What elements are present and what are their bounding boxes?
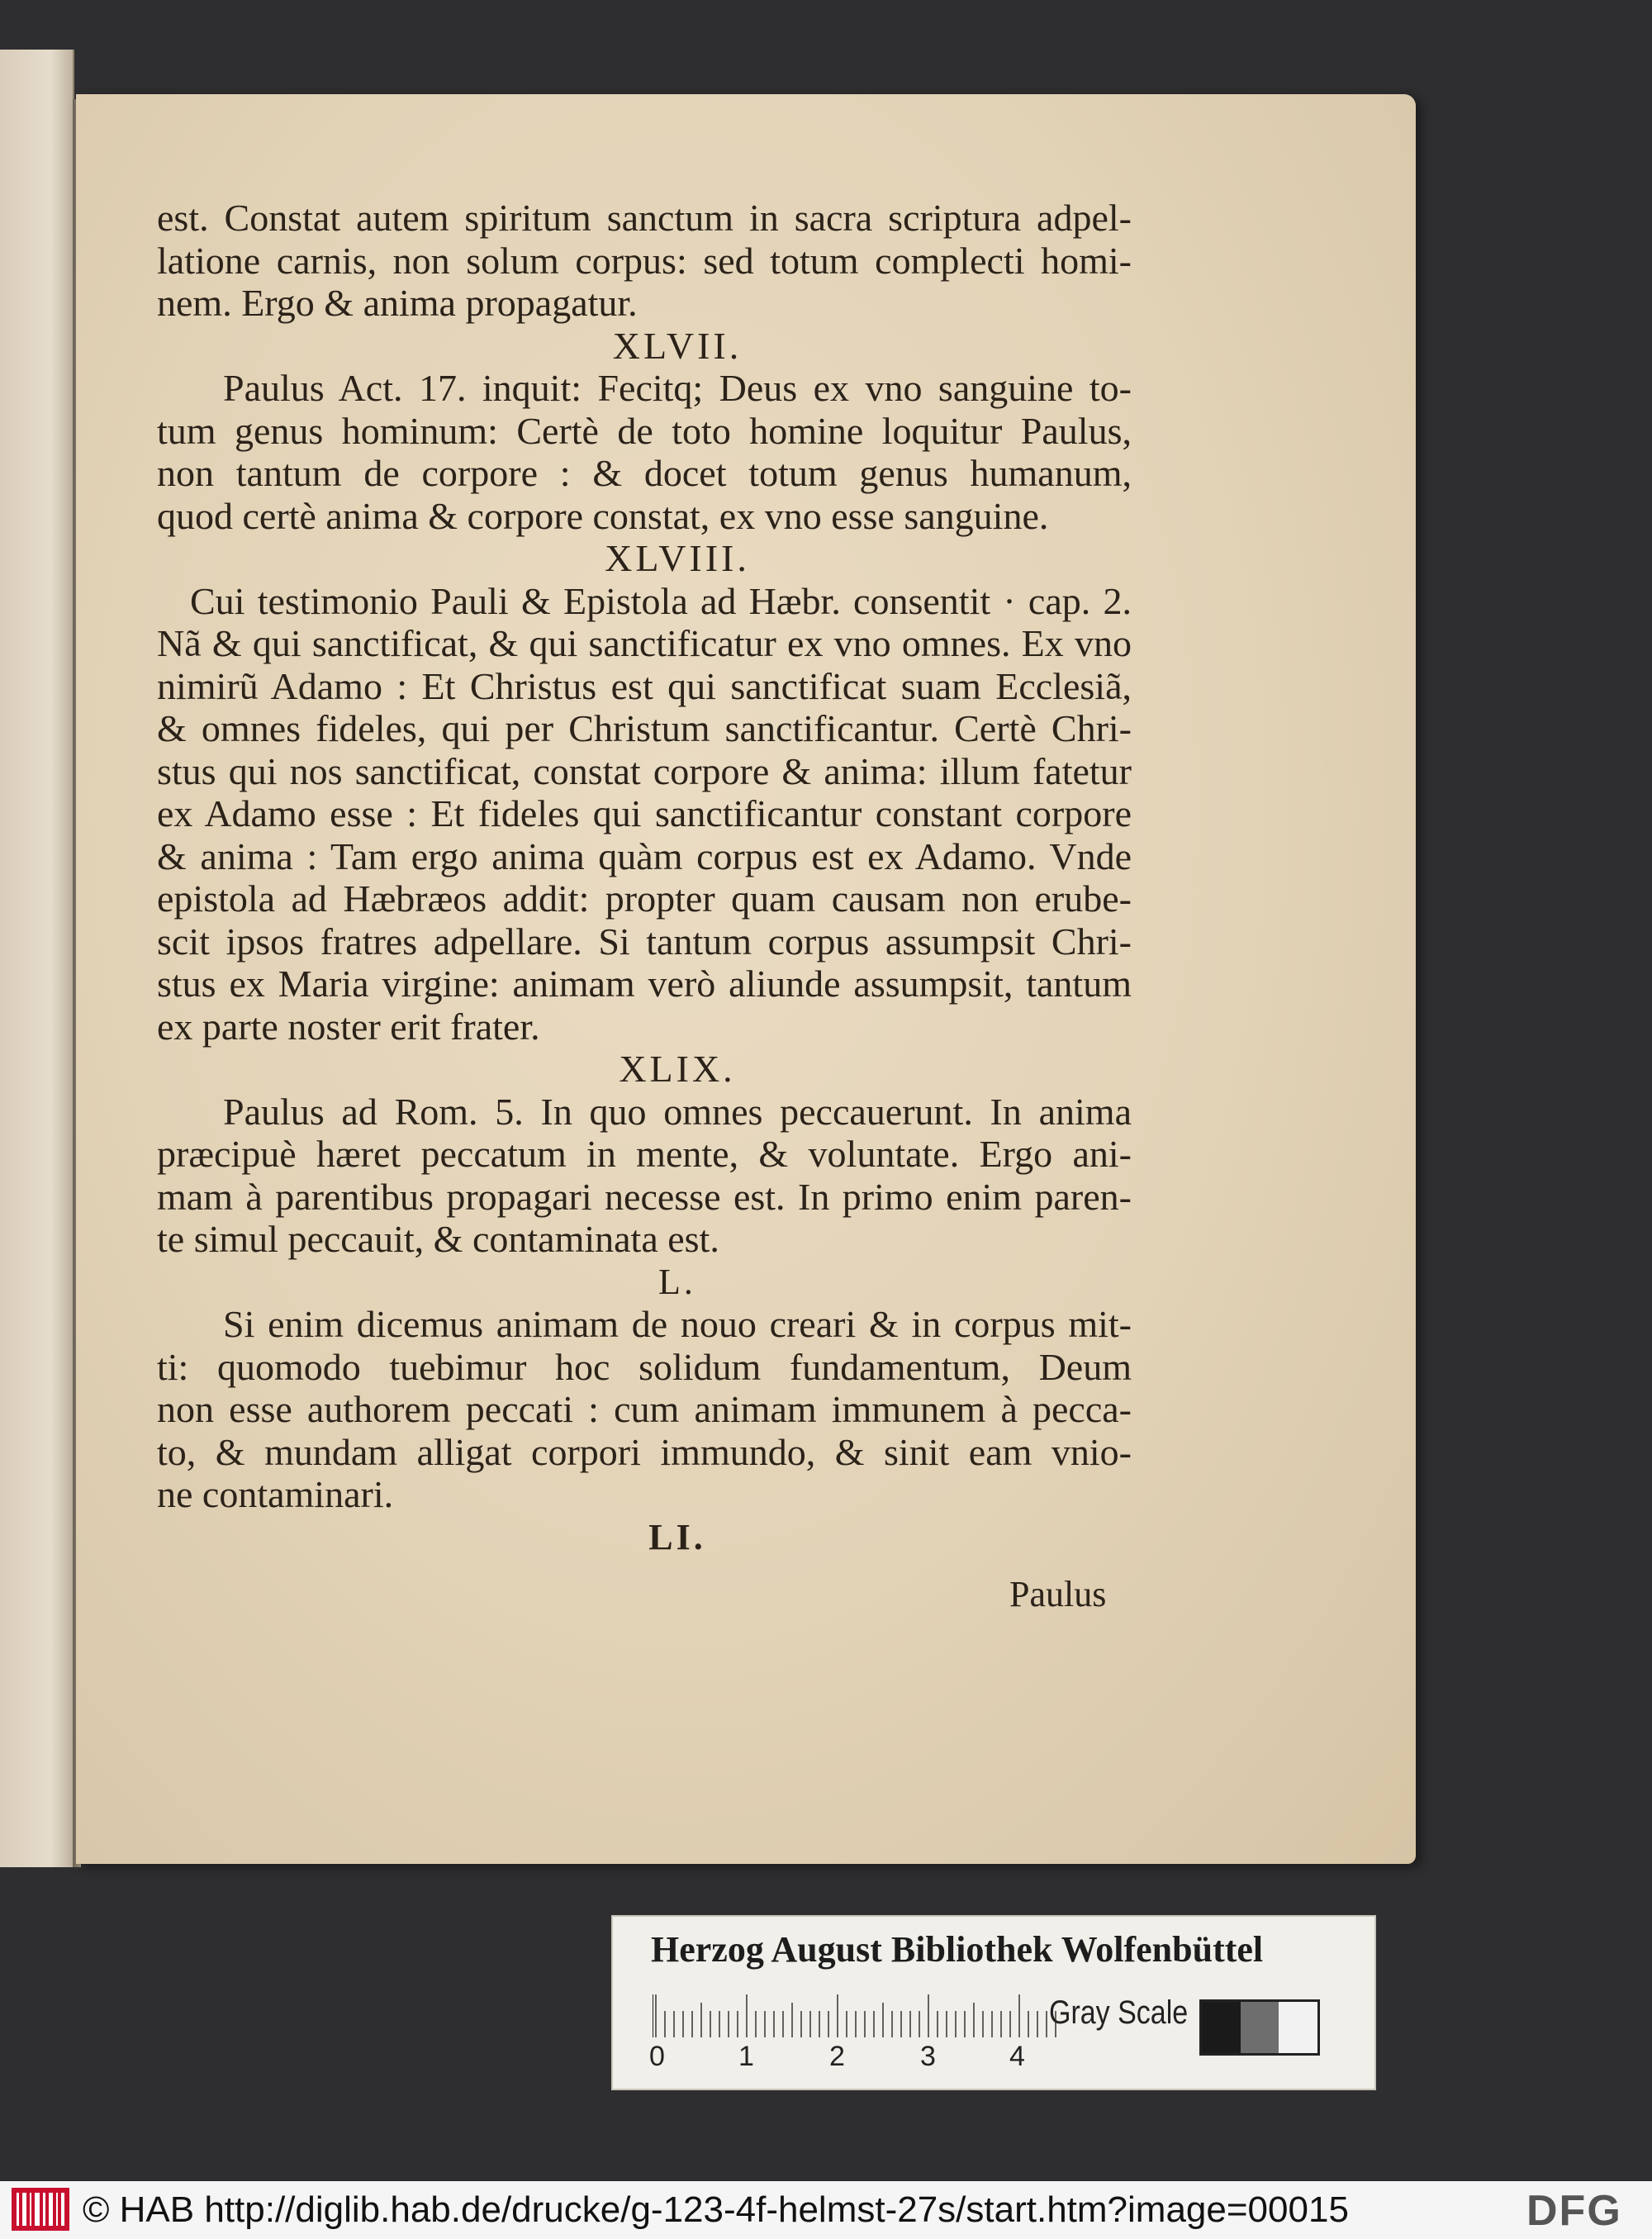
text-line: ti: quomodo tuebimur hoc solidum fundamentum, Deum: [157, 1345, 1132, 1388]
text-line: & omnes fideles, qui per Christum sanctificantur. Certè Chri-: [157, 707, 1132, 749]
text-line: Paulus Act. 17. inquit: Fecitq; Deus ex vno sanguine to-: [223, 367, 1132, 409]
text-line: stus ex Maria virgine: animam verò aliunde assumpsit, tantum: [157, 963, 1132, 1005]
ruler-number: 4: [1009, 2041, 1025, 2072]
text-line: latione carnis, non solum corpus: sed totum complecti homi-: [157, 239, 1132, 282]
text-line: nem. Ergo & anima propagatur.: [157, 282, 638, 324]
text-line: te simul peccauit, & contaminata est.: [157, 1218, 719, 1260]
ruler-number: 0: [649, 2041, 665, 2072]
ruler-number: 2: [829, 2041, 845, 2072]
ruler-number: 1: [738, 2041, 754, 2072]
facing-page-edge: [0, 50, 74, 1867]
page-text: [157, 197, 1132, 1558]
text-line: Paulus ad Rom. 5. In quo omnes peccauerunt. In anima: [223, 1090, 1132, 1133]
swatch-gray: [1241, 2002, 1279, 2053]
gray-scale-swatch: [1199, 1999, 1320, 2056]
text-line: & anima : Tam ergo anima quàm corpus est ex Adamo. Vnde: [157, 834, 1132, 877]
text-line: ex parte noster erit frater.: [157, 1005, 540, 1048]
barcode-logo-icon: [12, 2188, 69, 2231]
catchword: Paulus: [1009, 1574, 1107, 1614]
ruler-icon: [653, 1991, 1066, 2041]
text-line: præcipuè hæret peccatum in mente, & voluntate. Ergo ani-: [157, 1133, 1132, 1175]
text-line: ex Adamo esse : Et fideles qui sanctificantur constant corpore: [157, 792, 1132, 834]
text-line: quod certè anima & corpore constat, ex vno esse sanguine.: [157, 494, 1049, 537]
library-name: Herzog August Bibliothek Wolfenbüttel: [651, 1929, 1264, 1970]
text-line: non tantum de corpore : & docet totum genus humanum,: [157, 452, 1132, 494]
text-line: to, & mundam alligat corpori immundo, & sinit eam vnio-: [157, 1430, 1132, 1473]
swatch-black: [1202, 2002, 1241, 2053]
text-line: mam à parentibus propagari necesse est. In primo enim paren-: [157, 1175, 1132, 1218]
text-line: scit ipsos fratres adpellare. Si tantum corpus assumpsit Chri-: [157, 920, 1132, 963]
footer-bar: [0, 2181, 1652, 2239]
section-heading-50: L.: [658, 1261, 696, 1302]
text-line: Si enim dicemus animam de nouo creari & in corpus mit-: [223, 1303, 1132, 1345]
text-line: non esse authorem peccati : cum animam immunem à pecca-: [157, 1388, 1132, 1430]
section-heading-49: XLIX.: [619, 1048, 736, 1090]
text-line: epistola ad Hæbræos addit: propter quam causam non erube-: [157, 877, 1132, 920]
source-link[interactable]: © HAB http://diglib.hab.de/drucke/g-123-4f-helmst-27s/start.htm?image=00015: [83, 2189, 1349, 2230]
dfg-logo: DFG: [1526, 2187, 1622, 2235]
text-line: est. Constat autem spiritum sanctum in sacra scriptura adpel-: [157, 197, 1132, 239]
section-heading-48: XLVIII.: [605, 537, 750, 579]
text-line: tum genus hominum: Certè de toto homine loquitur Paulus,: [157, 409, 1132, 452]
library-color-card: [611, 1915, 1376, 2090]
text-line: stus qui nos sanctificat, constat corpore & anima: illum fatetur: [157, 749, 1132, 792]
text-line: Nã & qui sanctificat, & qui sanctificatur ex vno omnes. Ex vno: [157, 622, 1132, 664]
text-line: nimirũ Adamo : Et Christus est qui sanctificat suam Ecclesiã,: [157, 664, 1132, 707]
swatch-white: [1279, 2002, 1317, 2053]
section-heading-51: LI.: [648, 1516, 706, 1557]
text-line: ne contaminari.: [157, 1473, 394, 1515]
ruler-number: 3: [920, 2041, 936, 2072]
ruler-numbers: [646, 2041, 1059, 2077]
section-heading-47: XLVII.: [612, 324, 743, 367]
text-line: Cui testimonio Pauli & Epistola ad Hæbr. consentit · cap. 2.: [190, 579, 1132, 622]
gray-scale-label: Gray Scale: [1049, 1994, 1189, 2031]
